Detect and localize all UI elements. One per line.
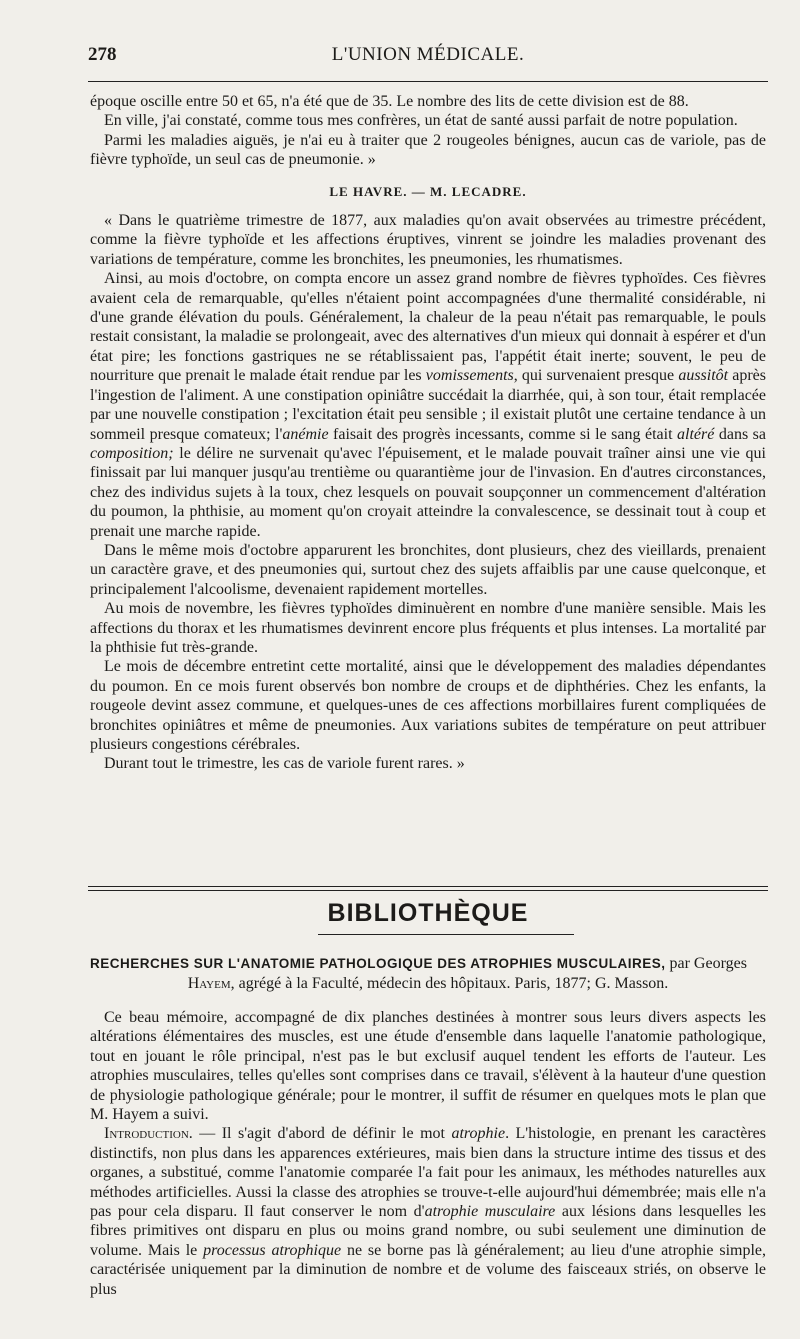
paragraph: Au mois de novembre, les fièvres typhoïdes diminuèrent en nombre d'une manière sensible. Mais les affections du thorax et les rhumatismes devinrent encore plus fréquents et plus intenses. La mortalité par la phthisie fut très-grande.	[90, 600, 766, 656]
bibliotheque-section	[90, 954, 766, 1299]
section-rule-top	[88, 886, 768, 887]
paragraph: En ville, j'ai constaté, comme tous mes confrères, un état de santé aussi parfait de notre population.	[104, 112, 738, 130]
paragraph: Introduction. — Il s'agit d'abord de définir le mot atrophie. L'histologie, en prenant les caractères distinctifs, non plus dans les apparences extérieures, mais bien dans la structure intime des tissus et des organes, a substitué, comme l'anatomie comparée l'a fait pour les animaux, les méthodes naturelles aux méthodes artificielles. Aussi la classe des atrophies se trouve-t-elle aujourd'hui démembrée; mais elle n'a pas pour cela disparu. Il faut conserver le nom d'atrophie musculaire aux lésions dans lesquelles les fibres primitives ont disparu en plus ou moins grand nombre, ou subi seulement une diminution de volume. Mais le processus atrophique ne se borne pas là généralement; au lieu d'une atrophie simple, caractérisée uniquement par la diminution de nombre et de volume des faisceaux striés, on observe le plus	[90, 1125, 767, 1298]
paragraph: époque oscille entre 50 et 65, n'a été que de 35. Le nombre des lits de cette division est de 88.	[90, 93, 689, 110]
paragraph: « Dans le quatrième trimestre de 1877, aux maladies qu'on avait observées au trimestre précédent, comme la fièvre typhoïde et les affections éruptives, vinrent se joindre les maladies provenant des variations de température, comme les bronchites, les pneumonies, les rhumatismes.	[90, 212, 766, 268]
section-rule-bottom	[88, 890, 768, 891]
paragraph: Le mois de décembre entretint cette mortalité, ainsi que le développement des maladies dépendantes du poumon. En ce mois furent observés bon nombre de croups et de diphthéries. Chez les enfants, la rougeole devint assez commune, et quelques-unes de ces affections morbillaires furent compliquées de bronchites opiniâtres et même de pneumonies. Aux variations subites de température on peut attribuer plusieurs congestions cérébrales.	[90, 658, 766, 753]
book-author: Hayem	[187, 975, 231, 992]
paragraph: Ce beau mémoire, accompagné de dix planches destinées à montrer sous leurs divers aspects les altérations élémentaires des muscles, est une étude d'ensemble dans laquelle l'anatomie pathologique, tout en jouant le rôle principal, n'est pas le but exclusif auquel tendent les efforts de l'auteur. Les atrophies musculaires, telles qu'elles sont comprises dans ce travail, s'élèvent à la hauteur d'une question de physiologie pathologique générale; pour le montrer, il suffit de résumer en quelques mots le plan que M. Hayem a suivi.	[90, 1009, 766, 1124]
paragraph: Durant tout le trimestre, les cas de variole furent rares. »	[104, 755, 465, 773]
paragraph: Ainsi, au mois d'octobre, on compta encore un assez grand nombre de fièvres typhoïdes. Ces fièvres avaient cela de remarquable, qu'elles n'étaient point accompagnées d'une thermalité considérable, ni d'une grande élévation du pouls. Généralement, la chaleur de la peau n'était pas remarquable, le pouls restait consistant, la maladie se prolongeait, avec des alternatives d'un mieux qui donnait à espérer et d'un état pire; les fonctions gastriques ne se rétablissaient pas, l'appétit était inerte; souvent, le peu de nourriture que prenait le malade était rendue par les vomissements, qui survenaient presque aussitôt après l'ingestion de l'aliment. A une constipation opiniâtre succédait la diarrhée, qui, à son tour, était remplacée par une nouvelle constipation ; l'excitation était peu sensible ; il existait plutôt une certaine tendance à un sommeil presque comateux; l'anémie faisait des progrès incessants, comme si le sang était altéré dans sa composition; le délire ne survenait qu'avec l'épuisement, et le malade pouvait traîner ainsi une vie qui finissait par lui manquer jusqu'au trentième ou quarantième jour de l'invasion. En d'autres circonstances, chez des individus sujets à la toux, chez lesquels on pouvait soupçonner un commencement d'altération du poumon, la phthisie, au moment qu'on croyait atteindre la convalescence, se dessinait tout à coup et prenait une marche rapide.	[90, 270, 767, 540]
paragraph: Dans le même mois d'octobre apparurent les bronchites, dont plusieurs, chez des vieillards, prenaient un caractère grave, et des pneumonies qui, surtout chez des sujets affaiblis par une cause quelconque, et principalement l'alcoolisme, devenaient rapidement mortelles.	[90, 541, 766, 598]
page-header	[88, 42, 768, 78]
paragraph: Parmi les maladies aiguës, je n'ai eu à traiter que 2 rougeoles bénignes, aucun cas de variole, pas de fièvre typhoïde, un seul cas de pneumonie. »	[90, 131, 766, 169]
header-rule	[88, 81, 768, 82]
page-number: 278	[88, 44, 117, 65]
book-title: RECHERCHES SUR L'ANATOMIE PATHOLOGIQUE DES ATROPHIES MUSCULAIRES,	[90, 956, 666, 971]
book-citation: RECHERCHES SUR L'ANATOMIE PATHOLOGIQUE DES ATROPHIES MUSCULAIRES, par Georges Hayem, agrégé à la Faculté, médecin des hôpitaux. Paris, 1877; G. Masson.	[90, 955, 747, 992]
report-signature: LE HAVRE. — M. LECADRE.	[329, 183, 527, 199]
paragraph-label: Introduction.	[104, 1125, 193, 1143]
top-section	[90, 92, 766, 774]
section-title: BIBLIOTHÈQUE	[327, 899, 529, 927]
running-head: L'UNION MÉDICALE.	[331, 44, 525, 65]
section-title-underline	[318, 934, 574, 935]
